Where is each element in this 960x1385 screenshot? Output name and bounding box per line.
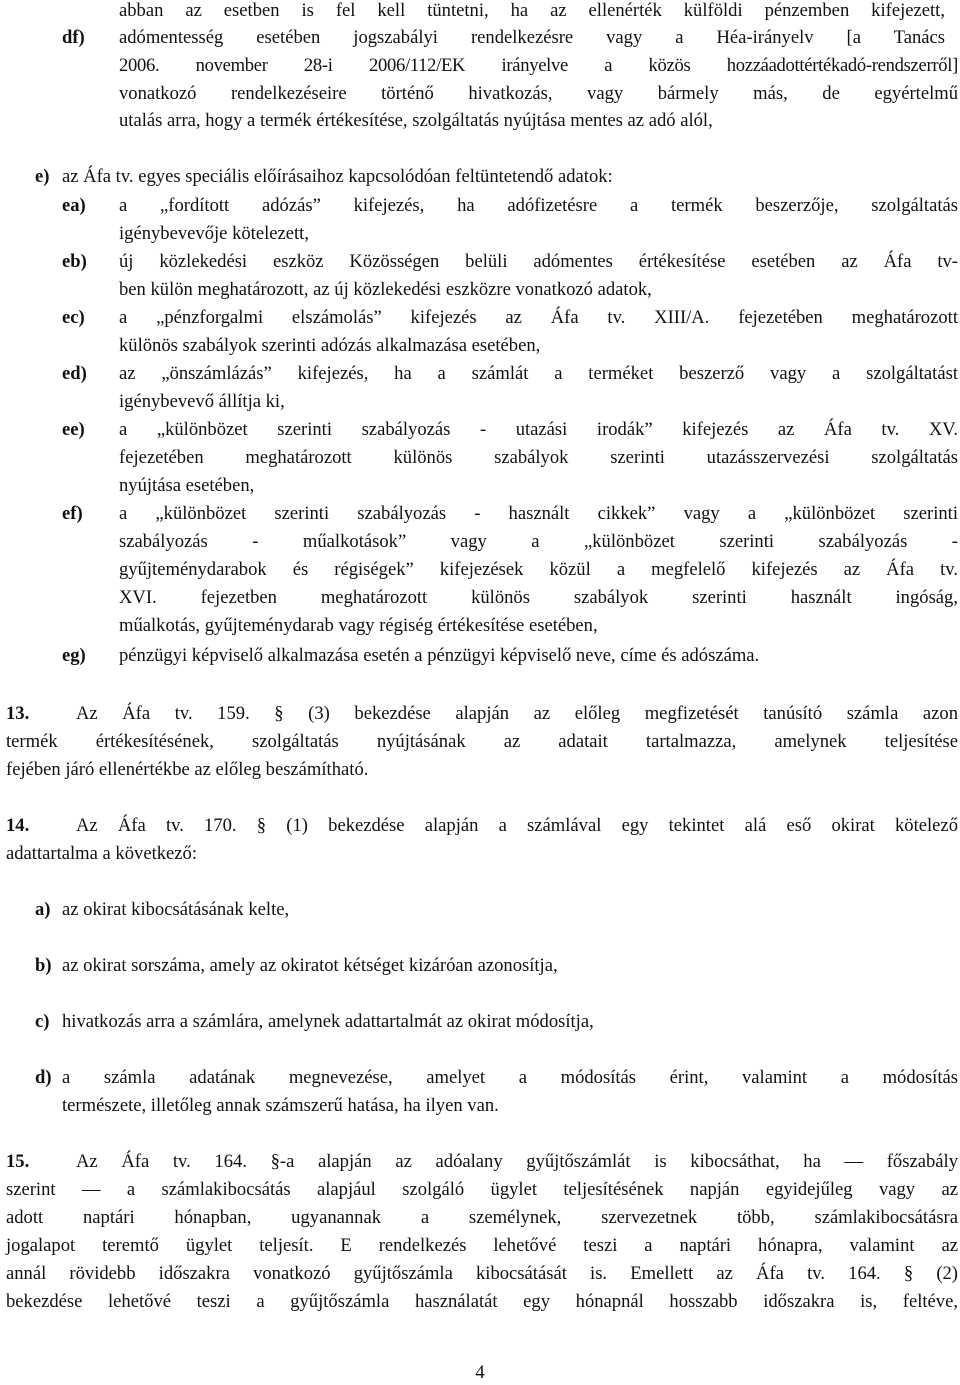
item-label-b: b) — [35, 955, 52, 976]
a-line-1: az okirat kibocsátásának kelte, — [62, 899, 290, 920]
c-line-1: hivatkozás arra a számlára, amelynek adattartalmát az okirat módosítja, — [62, 1011, 594, 1032]
item-label-ee: ee) — [62, 419, 85, 440]
item-label-ed: ed) — [62, 363, 87, 384]
item-label-ec: ec) — [62, 307, 85, 328]
p15-line-5: annál rövidebb időszakra vonatkozó gyűjtőszámla kibocsátását is. Emellett az Áfa tv. 164. § (2) — [6, 1263, 958, 1284]
p15-line-2: szerint — a számlakibocsátás alapjául szolgáló ügylet teljesítésének napján egyidejűleg vagy az — [6, 1179, 958, 1200]
p13-line-1: Az Áfa tv. 159. § (3) bekezdése alapján az előleg megfizetését tanúsító számla azon — [76, 703, 958, 724]
eb-line-2: ben külön meghatározott, az új közlekedési eszközre vonatkozó adatok, — [119, 279, 652, 300]
ed-line-2: igénybevevő állítja ki, — [119, 391, 285, 412]
ef-line-3: gyűjteménydarabok és régiségek” kifejezések közül a megfelelő kifejezés az Áfa tv. — [119, 559, 958, 580]
p15-line-6: bekezdése lehetővé teszi a gyűjtőszámla használatát egy hónapnál hosszabb időszakra is, feltéve, — [6, 1291, 958, 1312]
page-number: 4 — [475, 1362, 485, 1383]
section-number-13: 13. — [6, 703, 30, 724]
p15-line-3: adott naptári hónapban, ugyanannak a személynek, szervezetnek több, számlakibocsátásra — [6, 1207, 958, 1228]
e-intro: az Áfa tv. egyes speciális előírásaihoz kapcsolódóan feltüntetendő adatok: — [62, 166, 613, 187]
item-label-e: e) — [35, 166, 50, 187]
ed-line-1: az „önszámlázás” kifejezés, ha a számlát a terméket beszerző vagy a szolgáltatást — [119, 363, 958, 384]
df-line-5: utalás arra, hogy a termék értékesítése, szolgáltatás nyújtása mentes az adó alól, — [119, 110, 713, 131]
p13-line-3: fejében járó ellenértékbe az előleg beszámítható. — [6, 759, 369, 780]
eg-line-1: pénzügyi képviselő alkalmazása esetén a pénzügyi képviselő neve, címe és adószáma. — [119, 645, 760, 666]
item-label-eg: eg) — [62, 645, 86, 666]
p13-line-2: termék értékesítésének, szolgáltatás nyújtásának az adatait tartalmazza, amelynek teljesítése — [6, 731, 958, 752]
item-label-c: c) — [35, 1011, 50, 1032]
ea-line-2: igénybevevője kötelezett, — [119, 223, 309, 244]
section-number-15: 15. — [6, 1151, 30, 1172]
p14-line-1: Az Áfa tv. 170. § (1) bekezdése alapján a számlával egy tekintet alá eső okirat kötelező — [76, 815, 958, 836]
df-line-2: adómentesség esetében jogszabályi rendelkezésre vagy a Héa-irányelv [a Tanács — [119, 27, 945, 48]
p14-line-2: adattartalma a következő: — [6, 843, 198, 864]
ee-line-3: nyújtása esetében, — [119, 475, 255, 496]
df-line-3: 2006. november 28-i 2006/112/EK irányelve a közös hozzáadottértékadó-rendszerről] — [119, 55, 958, 76]
ec-line-1: a „pénzforgalmi elszámolás” kifejezés az Áfa tv. XIII/A. fejezetében meghatározott — [119, 307, 958, 328]
ef-line-2: szabályozás - műalkotások” vagy a „különbözet szerinti szabályozás - — [119, 531, 958, 552]
ef-line-5: műalkotás, gyűjteménydarab vagy régiség értékesítése esetében, — [119, 615, 598, 636]
d-line-2: természete, illetőleg annak számszerű hatása, ha ilyen van. — [62, 1095, 499, 1116]
item-label-ef: ef) — [62, 503, 83, 524]
item-label-a: a) — [35, 899, 51, 920]
ea-line-1: a „fordított adózás” kifejezés, ha adófizetésre a termék beszerzője, szolgáltatás — [119, 195, 958, 216]
item-label-eb: eb) — [62, 251, 87, 272]
eb-line-1: új közlekedési eszköz Közösségen belüli adómentes értékesítése esetében az Áfa tv- — [119, 251, 958, 272]
df-line-1: abban az esetben is fel kell tüntetni, ha az ellenérték külföldi pénzemben kifejezett, — [119, 0, 945, 21]
section-number-14: 14. — [6, 815, 30, 836]
item-label-ea: ea) — [62, 195, 86, 216]
b-line-1: az okirat sorszáma, amely az okiratot kétséget kizáróan azonosítja, — [62, 955, 558, 976]
ee-line-2: fejezetében meghatározott különös szabályok szerinti utazásszervezési szolgáltatás — [119, 447, 958, 468]
p15-line-1: Az Áfa tv. 164. §-a alapján az adóalany gyűjtőszámlát is kibocsáthat, ha — főszabály — [76, 1151, 958, 1172]
ee-line-1: a „különbözet szerinti szabályozás - utazási irodák” kifejezés az Áfa tv. XV. — [119, 419, 958, 440]
ec-line-2: különös szabályok szerinti adózás alkalmazása esetében, — [119, 335, 541, 356]
item-label-df: df) — [62, 27, 85, 48]
item-label-d: d) — [35, 1067, 52, 1088]
p15-line-4: jogalapot teremtő ügylet teljesít. E rendelkezés lehetővé teszi a naptári hónapra, valamint az — [6, 1235, 958, 1256]
ef-line-1: a „különbözet szerinti szabályozás - használt cikkek” vagy a „különbözet szerinti — [119, 503, 958, 524]
d-line-1: a számla adatának megnevezése, amelyet a módosítás érint, valamint a módosítás — [62, 1067, 958, 1088]
ef-line-4: XVI. fejezetben meghatározott különös szabályok szerinti használt ingóság, — [119, 587, 958, 608]
df-line-4: vonatkozó rendelkezéseire történő hivatkozás, vagy bármely más, de egyértelmű — [119, 83, 958, 104]
